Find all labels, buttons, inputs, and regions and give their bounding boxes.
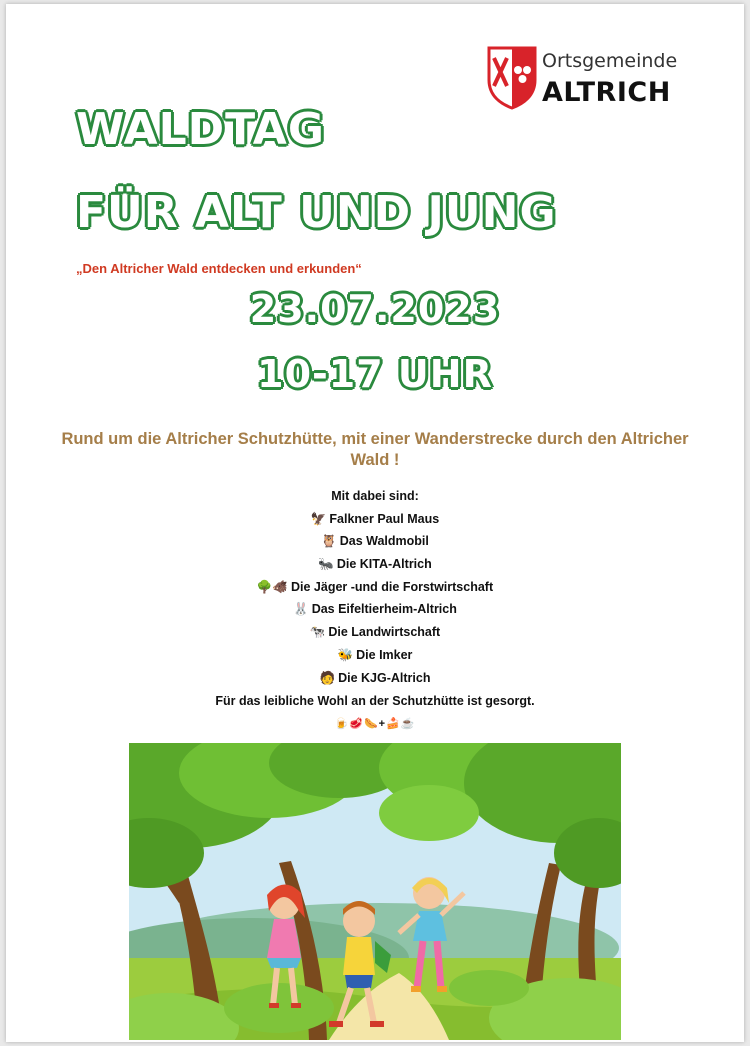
- coat-of-arms-icon: [487, 46, 537, 110]
- list-item-label: Die KJG-Altrich: [338, 670, 431, 685]
- list-item: [6, 644, 744, 667]
- list-item: [6, 598, 744, 621]
- rabbit-icon: 🐰: [293, 601, 309, 617]
- list-item: [6, 621, 744, 644]
- catering-text: Für das leibliche Wohl an der Schutzhütte ist gesorgt.: [215, 694, 535, 709]
- forest-kids-illustration: [129, 743, 621, 1040]
- cow-icon: 🐄: [309, 624, 326, 640]
- flyer-page: [6, 4, 744, 1042]
- list-item: [6, 667, 744, 690]
- list-item-label: Das Eifeltierheim-Altrich: [311, 602, 457, 617]
- bee-icon: 🐝: [337, 646, 354, 662]
- food-drink-icons: 🍺🥩🌭+🍰☕: [334, 717, 416, 730]
- scout-icon: 🧑: [319, 669, 336, 685]
- list-item: [6, 553, 744, 576]
- intro-text: Rund um die Altricher Schutzhütte, mit einer Wanderstrecke durch den Altricher Wald !: [61, 430, 689, 469]
- list-item-label: Die KITA-Altrich: [336, 557, 432, 572]
- list-item-label: Falkner Paul Maus: [329, 511, 440, 526]
- subtitle-quote: „Den Altricher Wald entdecken und erkunden“: [76, 261, 362, 276]
- owl-icon: 🦉: [321, 533, 337, 549]
- list-item-label: Die Imker: [356, 647, 413, 662]
- event-time: 10-17 UHR: [257, 352, 493, 396]
- list-item: [6, 508, 744, 531]
- list-item-label: Das Waldmobil: [339, 534, 429, 549]
- list-item: [6, 530, 744, 553]
- list-item-label: Die Landwirtschaft: [328, 625, 441, 640]
- logo-text-top: Ortsgemeinde: [542, 50, 678, 72]
- list-item: [6, 576, 744, 599]
- logo-text-name: ALTRICH: [542, 77, 671, 108]
- participants-heading: Mit dabei sind:: [331, 489, 419, 503]
- participants-list: [6, 485, 744, 736]
- ant-icon: 🐜: [318, 556, 334, 572]
- headline-line-1: WALDTAG: [76, 104, 325, 155]
- list-item-label: Die Jäger -und die Forstwirtschaft: [291, 579, 494, 594]
- event-date: 23.07.2023: [249, 287, 501, 331]
- forest-scene-image: [129, 743, 621, 1040]
- municipality-logo: [487, 46, 697, 112]
- headline-line-2: FÜR ALT UND JUNG: [76, 187, 557, 238]
- eagle-icon: 🦅: [310, 510, 327, 526]
- tree-boar-icon: 🌳🐗: [256, 578, 288, 594]
